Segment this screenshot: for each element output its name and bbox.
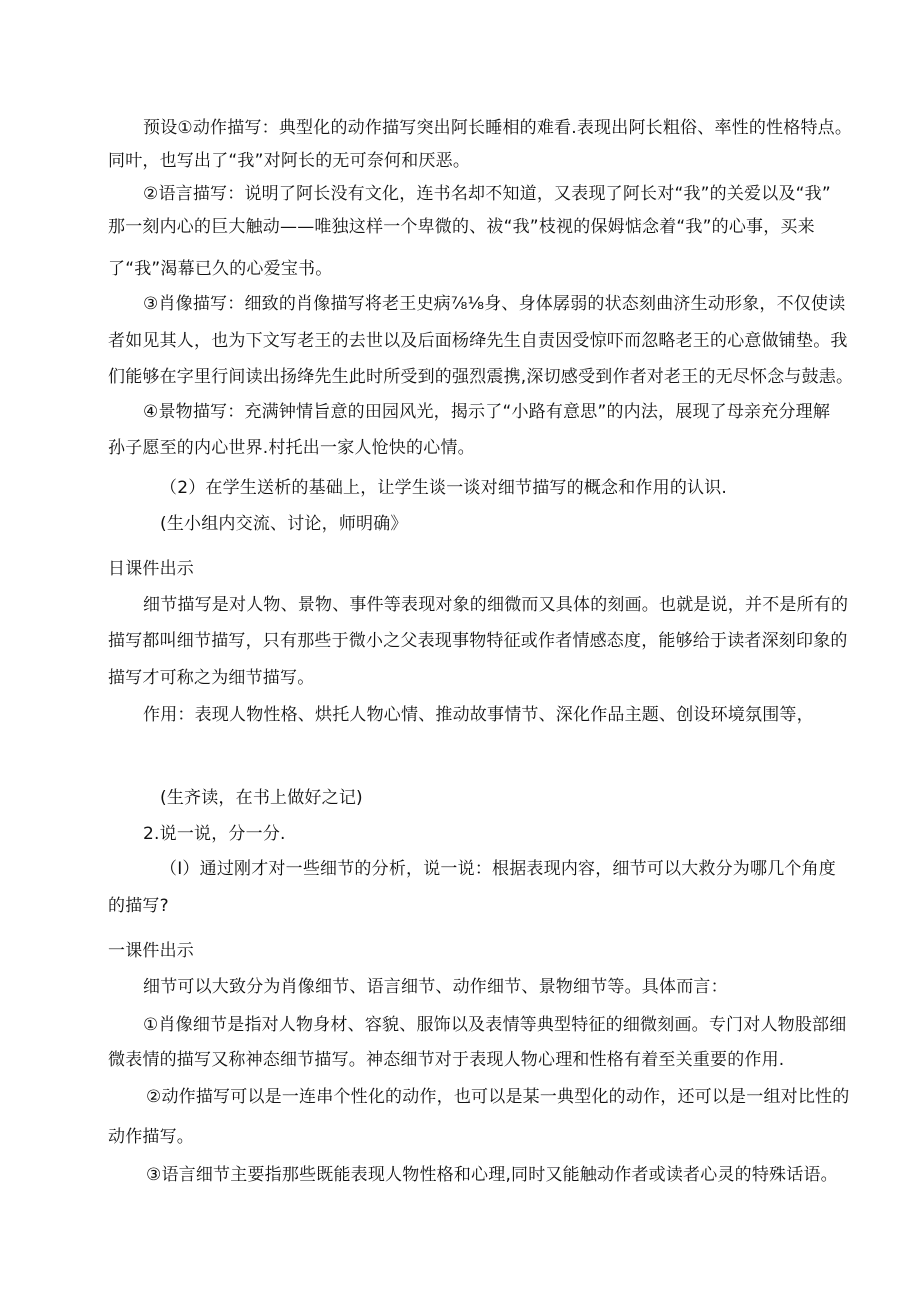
- text-line: 们能够在字里行间读出扬绛先生此时所受到的强烈震携,深切感受到作者对老王的无尽怀念与鼓恚。: [108, 367, 854, 387]
- text-line: 者如见其人，也为下文写老王的去世以及后面杨绛先生自责因受惊吓而忽略老王的心意做铺垫。我: [108, 331, 848, 351]
- text-line: 描写才可称之为细节描写。: [108, 668, 315, 688]
- text-line: （2）在学生送析的基础上，让学生谈一谈对细节描写的概念和作用的认识.: [160, 478, 728, 498]
- text-line: （I）通过刚才对一些细节的分析，说一说：根据表现内容，细节可以大救分为哪几个角度: [160, 859, 837, 879]
- text-line: (生齐读，在书上做好之记): [160, 788, 363, 808]
- section-heading: 日课件出示: [108, 559, 194, 579]
- text-line: 2.说一说，分一分.: [143, 824, 286, 844]
- text-line: 了“我”渴幕已久的心爱宝书。: [108, 259, 333, 279]
- text-line: 那一刻内心的巨大触动——唯独这样一个卑微的、祓“我”枝视的保姆惦念着“我”的心事，买来: [108, 217, 815, 237]
- text-line: 预设①动作描写：典型化的动作描写突出阿长睡相的难看.表现出阿长粗俗、率性的性格特点。: [143, 118, 853, 138]
- section-heading: 一课件出示: [108, 941, 194, 961]
- text-line: ③语言细节主要指那些既能表现人物性格和心理,同时又能触动作者或读者心灵的特殊话语。: [146, 1165, 838, 1185]
- text-line: 同叶，也写出了“我”对阿长的无可奈何和厌恶。: [108, 151, 471, 171]
- text-line: 动作描写。: [108, 1127, 194, 1147]
- text-line: ③肖像描写：细致的肖像描写将老王史病⅞⅛身、身体孱弱的状态刻曲济生动形象，不仅使读: [143, 294, 846, 314]
- text-line: 孙子愿至的内心世界.村托出一家人怆快的心情。: [108, 438, 475, 458]
- text-line: 的描写?: [108, 896, 169, 916]
- text-line: 微表情的描写又称神态细节描写。神态细节对于表现人物心理和性格有着至关重要的作用.: [108, 1050, 785, 1070]
- text-line: ①肖像细节是指对人物身材、容貌、服饰以及表情等典型特征的细微刻画。专门对人物股部细: [143, 1015, 847, 1035]
- text-line: ②语言描写：说明了阿长没有文化，连书名却不知道，又表现了阿长对“我”的关爱以及“我”: [143, 184, 831, 204]
- text-line: 作用：表现人物性格、烘托人物心情、推动故事情节、深化作品主题、创设环境氛围等，: [143, 705, 814, 725]
- text-line: (生小组内交流、讨论，师明确》: [160, 514, 408, 534]
- text-line: ②动作描写可以是一连串个性化的动作，也可以是某一典型化的动作，还可以是一组对比性的: [146, 1087, 850, 1107]
- text-line: 细节描写是对人物、景物、事件等表现对象的细微而又具体的刻画。也就是说，并不是所有的: [143, 595, 849, 615]
- text-line: 描写都叫细节描写，只有那些于微小之父表现事物特征或作者情感态度，能够给于读者深刻印象的: [108, 631, 848, 651]
- text-line: 细节可以大致分为肖像细节、语言细节、动作细节、景物细节等。具体而言：: [143, 977, 728, 997]
- text-line: ④景物描写：充满钟情旨意的田园风光，揭示了“小路有意思”的内法，展现了母亲充分理解: [143, 402, 831, 422]
